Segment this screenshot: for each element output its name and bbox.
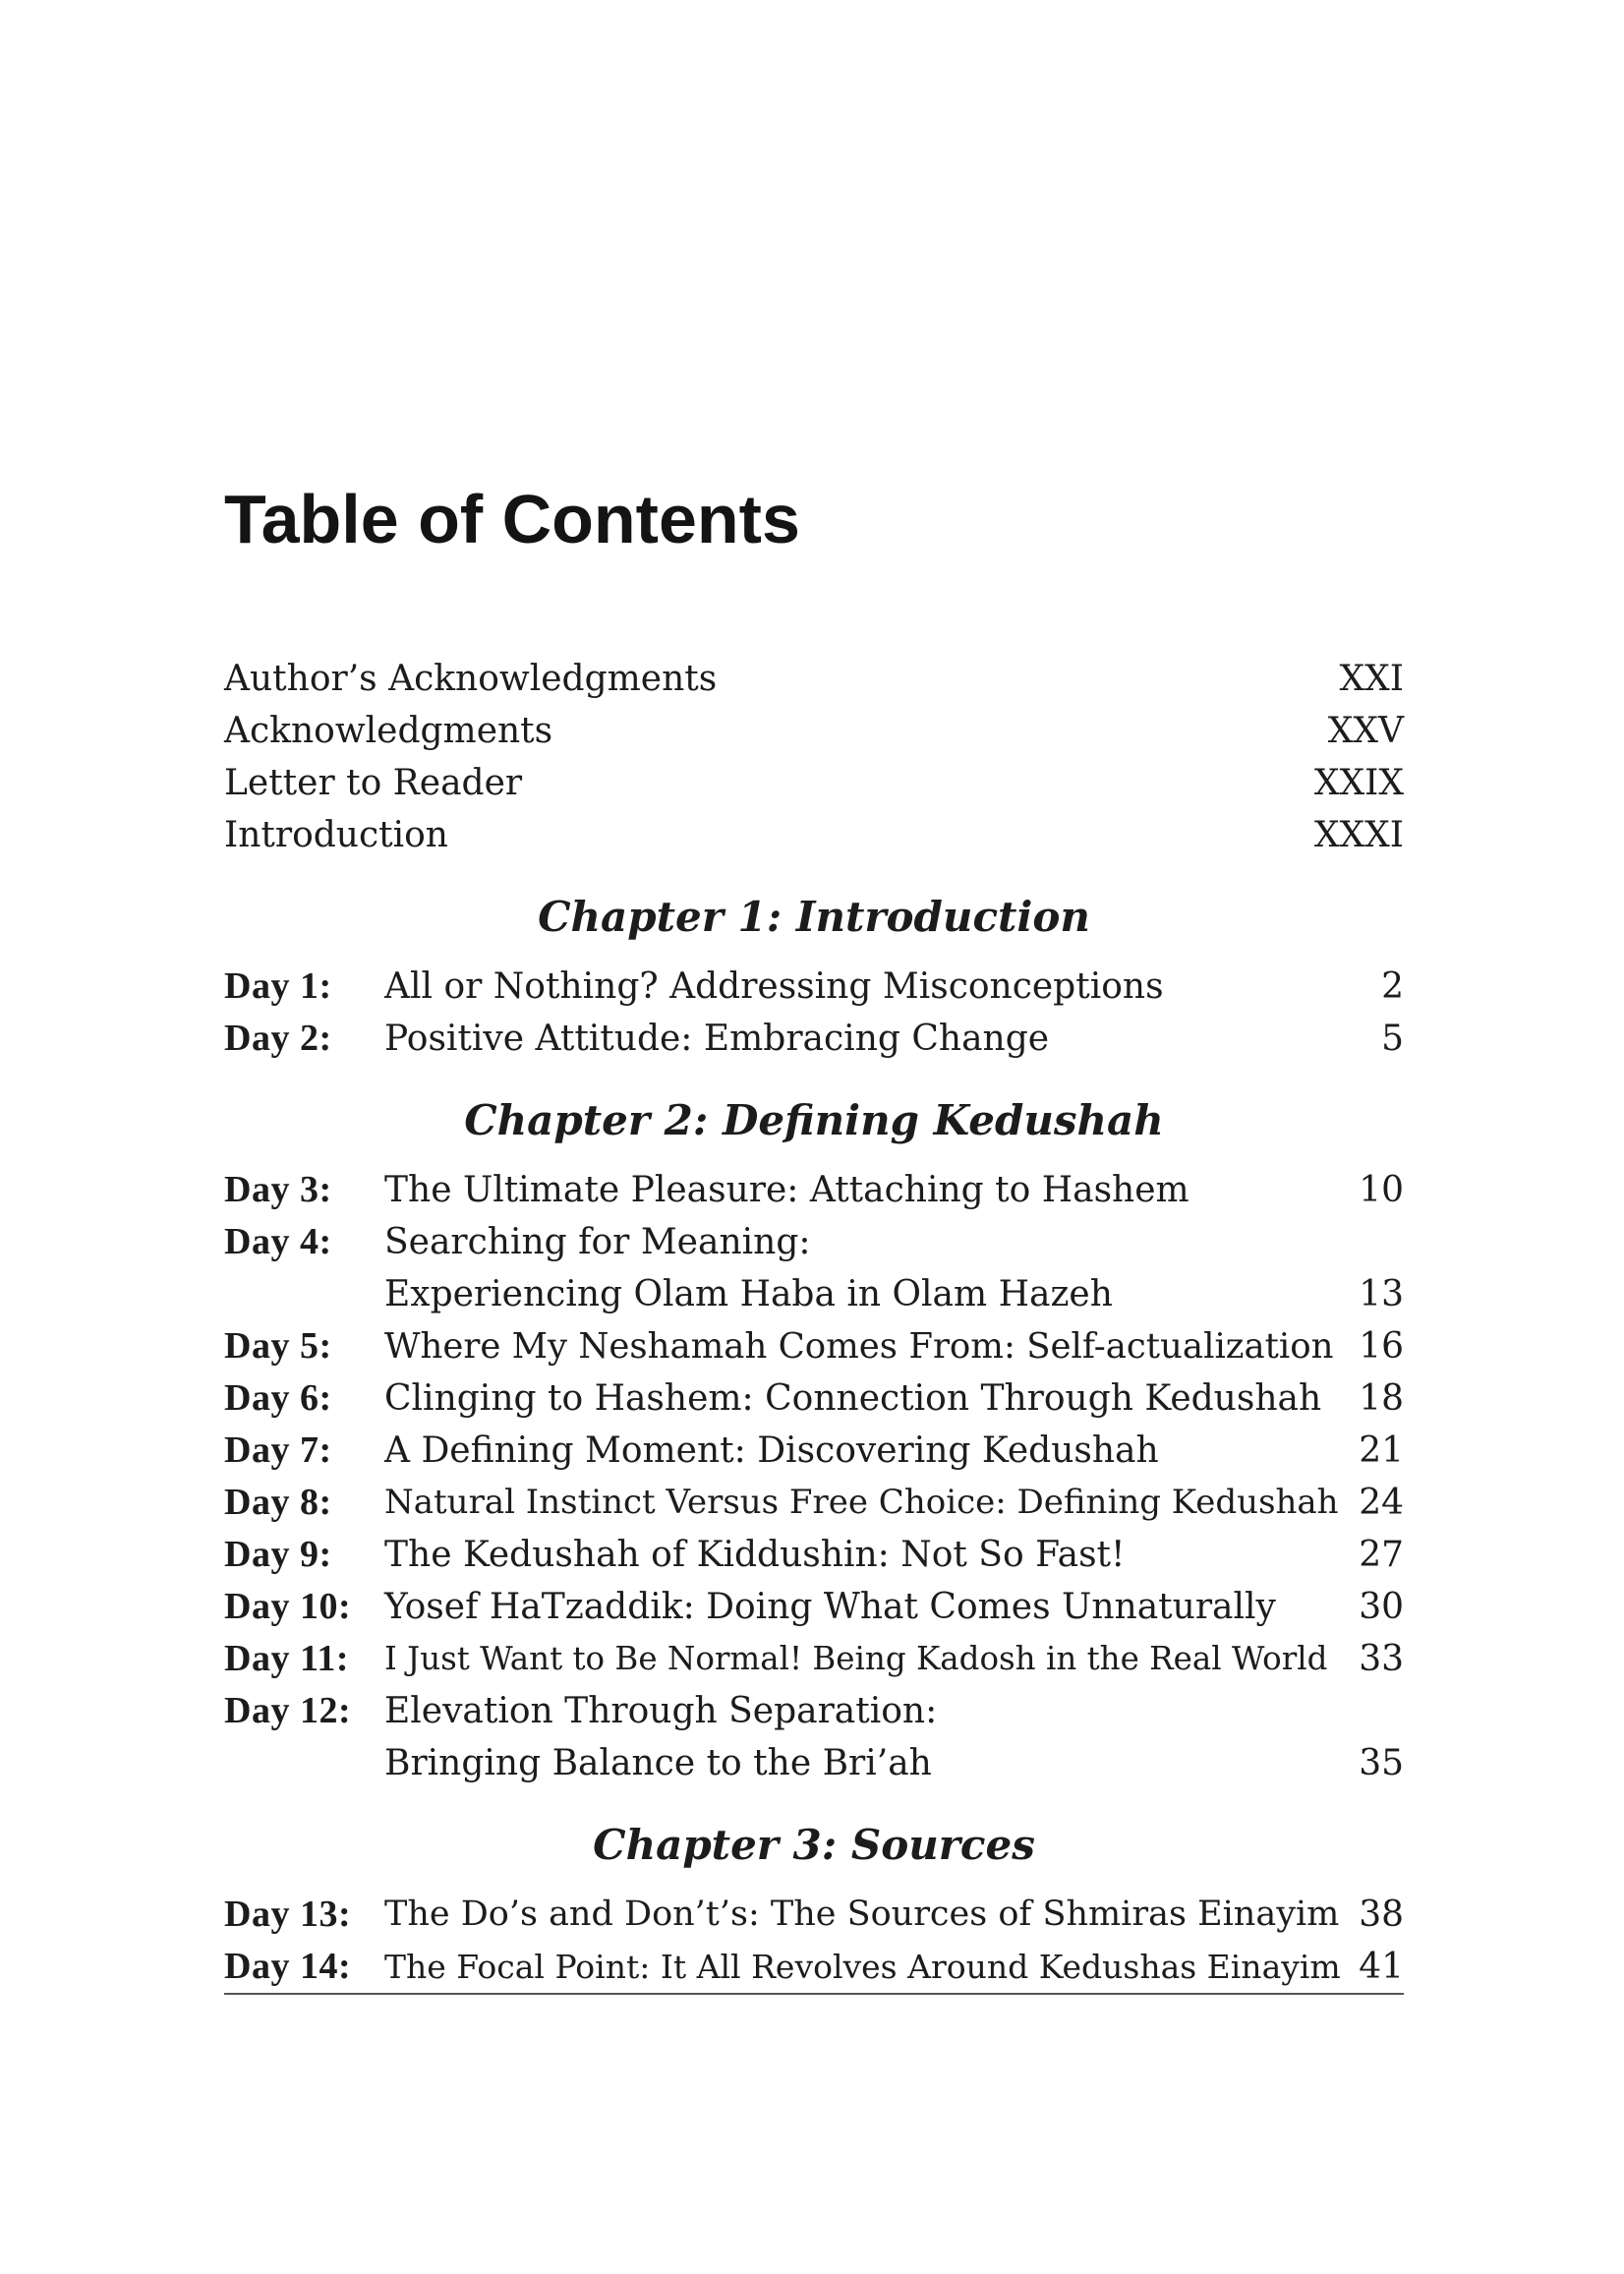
entry-page: 18 [1359,1378,1404,1419]
entry-title: A Defining Moment: Discovering Kedushah [384,1430,1159,1471]
toc-entry[interactable] [224,1889,1404,1941]
entry-page: 35 [1359,1743,1404,1783]
day-label: Day 8: [224,1482,332,1523]
entry-title-line2: Bringing Balance to the Bri’ah [384,1743,932,1783]
entry-title: Searching for Meaning: [384,1222,811,1262]
chapter-heading: Chapter 1: Introduction [538,893,1090,941]
toc-entry[interactable] [224,1013,1404,1065]
entry-title: Yosef HaTzaddik: Doing What Comes Unnaturally [384,1587,1276,1627]
toc-entry[interactable] [224,1320,1404,1372]
entry-title: Introduction [224,815,448,855]
toc-entry[interactable] [224,653,1404,705]
toc-entry[interactable] [224,1685,1404,1737]
toc-entry[interactable] [224,757,1404,809]
entry-page: XXV [1327,711,1404,751]
toc-entry[interactable] [224,705,1404,757]
entry-page: 16 [1359,1326,1404,1367]
entry-page: 41 [1359,1947,1404,1987]
entry-page: XXIX [1313,763,1404,803]
entry-title: The Focal Point: It All Revolves Around Kedushas Einayim [384,1948,1341,1986]
entry-page: 13 [1359,1274,1404,1314]
entry-title: Author’s Acknowledgments [224,659,718,699]
entry-page: 33 [1359,1639,1404,1679]
entry-page: XXXI [1313,815,1404,855]
day-label: Day 13: [224,1894,352,1935]
chapter-heading: Chapter 3: Sources [593,1821,1035,1869]
entry-title: The Kedushah of Kiddushin: Not So Fast! [384,1535,1126,1575]
toc-entry[interactable] [224,1529,1404,1581]
entry-title: I Just Want to Be Normal! Being Kadosh in the Real World [384,1640,1328,1677]
day-label: Day 11: [224,1638,349,1679]
front-matter [224,653,1404,861]
entry-page: 10 [1359,1170,1404,1210]
toc-entry[interactable] [224,1941,1404,1995]
entry-page: 27 [1359,1535,1404,1575]
day-label: Day 2: [224,1018,332,1059]
entry-title: Elevation Through Separation: [384,1691,938,1731]
entry-page: 30 [1359,1587,1404,1627]
entry-title: Letter to Reader [224,763,523,803]
day-label: Day 4: [224,1221,332,1262]
entry-page: 21 [1359,1430,1404,1471]
toc-entry-continuation[interactable] [224,1737,1404,1789]
entry-title: Positive Attitude: Embracing Change [384,1019,1050,1059]
toc-entry[interactable] [224,961,1404,1013]
toc-entry[interactable] [224,1425,1404,1477]
toc-entry-continuation[interactable] [224,1268,1404,1320]
day-label: Day 14: [224,1946,352,1987]
entry-title: All or Nothing? Addressing Misconceptions [384,966,1164,1007]
page-title: Table of Contents [224,481,800,557]
day-label: Day 10: [224,1586,352,1627]
day-label: Day 9: [224,1534,332,1575]
day-label: Day 1: [224,965,332,1007]
entry-page: 24 [1359,1483,1404,1523]
entry-title: Where My Neshamah Comes From: Self-actualization [384,1326,1334,1367]
toc-entry[interactable] [224,1164,1404,1216]
day-label: Day 5: [224,1325,332,1367]
toc-entry[interactable] [224,1581,1404,1633]
entry-page: 38 [1359,1895,1404,1935]
toc-entry[interactable] [224,1477,1404,1529]
entry-page: XXI [1339,659,1404,699]
toc-entry[interactable] [224,809,1404,861]
entry-title: The Do’s and Don’t’s: The Sources of Shmiras Einayim [384,1895,1340,1934]
entry-page: 2 [1381,966,1404,1007]
toc-entry[interactable] [224,1216,1404,1268]
day-label: Day 3: [224,1169,332,1210]
entry-title: Natural Instinct Versus Free Choice: Defining Kedushah [384,1483,1339,1522]
entry-title: The Ultimate Pleasure: Attaching to Hashem [384,1170,1189,1210]
day-label: Day 7: [224,1429,332,1471]
toc-list [224,653,1404,1995]
toc-entry[interactable] [224,1372,1404,1425]
day-label: Day 6: [224,1377,332,1419]
day-label: Day 12: [224,1690,352,1731]
entry-title: Clinging to Hashem: Connection Through Kedushah [384,1378,1322,1419]
entry-page: 5 [1381,1019,1404,1059]
entry-title: Acknowledgments [224,711,553,751]
chapter-heading: Chapter 2: Defining Kedushah [464,1096,1164,1144]
toc-entry[interactable] [224,1633,1404,1685]
entry-title-line2: Experiencing Olam Haba in Olam Hazeh [384,1274,1113,1314]
